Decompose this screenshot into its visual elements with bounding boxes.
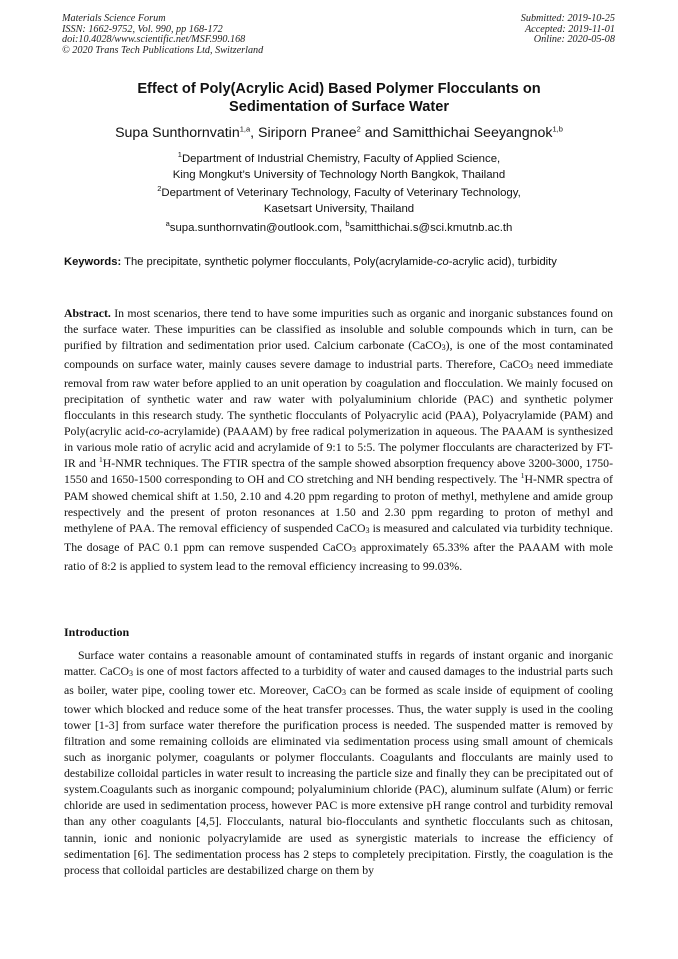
subscript: 3 [441, 343, 446, 353]
submitted-date: Submitted: 2019-10-25 [520, 13, 615, 24]
aff2-line-2: Kasetsart University, Thailand [263, 203, 415, 215]
aff2-sup: 2 [157, 184, 162, 194]
abstract-text: need immediate removal from raw water before applied to an unit operation by coagulation and flocculation. We mainly focused on precipitation of synthetic water and raw water with polyaluminium chloride (PAC) and synthetic polymer flocculants in this research study. The synthetic flocculants of Polyacrylic acid (PAA), Polyacrylamide (PAM) and Poly(acrylic acid- [64, 357, 613, 439]
emails [40, 220, 638, 236]
abstract-text: -acrylamide) (PAAAM) by free radical polymerization in aqueous. The PAAAM is synthesized in various mole ratio of acrylic acid and acrylamide of 9:1 to 5:5. The polymer flocculants are characterized by FT-IR and [64, 424, 613, 471]
superscript: 1 [520, 471, 525, 481]
introduction-paragraph [64, 647, 613, 878]
email-b: samitthichai.s@sci.kmutnb.ac.th [349, 222, 513, 234]
author-1-sup: 1,a [239, 124, 251, 134]
subscript: 3 [129, 669, 133, 679]
aff1-line-2: King Mongkut’s University of Technology North Bangkok, Thailand [172, 169, 506, 181]
abstract-text: In most scenarios, there tend to have some impurities such as organic and inorganic substances found on the surface water. These impurities can be classified as insoluble and soluble compounds which in turn, can be purified by filtration and sedimentation prior used. Calcium carbonate (CaCO [64, 306, 613, 353]
dates-header [521, 14, 615, 46]
section-heading-introduction: Introduction [64, 625, 130, 639]
author-1: Supa Sunthornvatin [115, 125, 240, 141]
abstract-label: Abstract. [64, 306, 111, 320]
keywords-text: The precipitate, synthetic polymer flocculants, Poly(acrylamide- [121, 256, 437, 268]
intro-text: can be formed as scale inside of equipment of cooling tower which blocked and reduce some of the heat transfer processes. Thus, the water supply is used in the cooling tower [1-3] from surface water therefore the purification process is needed. The suspended matter is removed by filtration and some remaining colloids are eliminated via sedimentation process using small amount of chemicals such as inorganic polymer, coagulants or polymer flocculants. Coagulants and flocculants are mainly used to destabilize colloidal particles in water result to increasing the particle size and finally they can be precipitated out of system.Coagulants such as inorganic compound; polyaluminium chloride (PAC), aluminum sulfate (Alum) or ferric chloride are used in sedimentation process, however PAC is more extensive pH range control and turbidity removal than any other coagulants [4,5]. Flocculants, natural bio-flocculants and synthetic flocculants such as chitosan, tannin, ionic and nonionic polyacrylamide are used as synergistic materials to increase the efficiency of sedimentation [6]. The sedimentation process has 2 steps to completely precipitation. Firstly, the coagulation is the process that colloidal particles are destabilized charge on them by [64, 683, 613, 877]
online-date: Online: 2020-05-08 [533, 34, 615, 46]
issn: ISSN: 1662-9752, Vol. 990, pp 168-172 [62, 23, 223, 35]
author-3-sup: 1,b [552, 124, 563, 134]
subscript: 3 [341, 688, 346, 698]
abstract-text: is measured and calculated via turbidity technique. The dosage of PAC 0.1 ppm can remove suspended CaCO [64, 520, 613, 554]
author-2-sup: 2 [356, 124, 361, 134]
abstract [64, 305, 613, 574]
abstract-text: approximately 65.33% after the PAAAM with mole ratio of 8:2 is applied to system lead to the removal efficiency increasing to 99.03%. [64, 539, 613, 573]
paper-title [40, 81, 638, 116]
superscript: 1 [99, 455, 103, 465]
author-3: Samitthichai Seeyangnok [392, 125, 553, 141]
email-a-sup: a [165, 219, 170, 229]
keywords-italic: co [436, 256, 449, 268]
intro-text: Surface water contains a reasonable amount of contaminated stuffs in regards of instant organic and inorganic matter. CaCO [64, 648, 613, 679]
subscript: 3 [529, 362, 534, 372]
subscript: 3 [365, 525, 370, 535]
aff1-sup: 1 [177, 150, 182, 160]
copyright: © 2020 Trans Tech Publications Ltd, Switzerland [62, 44, 264, 56]
authors [40, 124, 638, 142]
abstract-text: ), is one of the most contaminated compounds on surface water, mainly causes severe damage to industrial parts. Therefore, CaCO [64, 338, 613, 372]
journal-name: Materials Science Forum [62, 13, 166, 24]
affiliation-2 [40, 185, 638, 217]
title-line-2: Sedimentation of Surface Water [228, 98, 450, 115]
author-sep: , [250, 125, 259, 141]
email-a: supa.sunthornvatin@outlook.com, [169, 222, 346, 234]
author-sep: and [360, 125, 393, 141]
title-line-1: Effect of Poly(Acrylic Acid) Based Polymer Flocculants on [137, 81, 541, 97]
keywords-label: Keywords: [64, 256, 122, 268]
subscript: 3 [351, 544, 356, 554]
abstract-text: H-NMR spectra of PAM showed chemical shift at 1.50, 2.10 and 4.20 ppm regarding to proton of methyl, methylene and amide group respectively and the present of proton resonances at 1.50 and 2.30 ppm regarding to proton of methyl and methylene of PAA. The removal efficiency of suspended CaCO [64, 472, 613, 535]
keywords [64, 254, 613, 270]
intro-text: is one of most factors affected to a turbidity of water and caused damages to the industrial parts such as boiler, water pipe, cooling tower etc. Moreover, CaCO [64, 664, 613, 698]
abstract-italic: co [148, 424, 160, 439]
accepted-date: Accepted: 2019-11-01 [524, 23, 615, 35]
email-b-sup: b [345, 219, 350, 229]
abstract-text: H-NMR techniques. The FTIR spectra of the sample showed absorption frequency above 3200-3000, 1750-1550 and 1650-1500 corresponding to OH and CO stretching and NH bending respectively. The [64, 456, 613, 487]
aff2-line-1: Department of Veterinary Technology, Faculty of Veterinary Technology, [161, 187, 521, 199]
author-2: Siriporn Pranee [258, 125, 357, 141]
aff1-line-1: Department of Industrial Chemistry, Faculty of Applied Science, [181, 153, 501, 165]
doi: doi:10.4028/www.scientific.net/MSF.990.168 [62, 34, 246, 46]
affiliation-1 [40, 151, 638, 183]
journal-header [62, 14, 263, 56]
keywords-text: -acrylic acid), turbidity [448, 256, 557, 268]
